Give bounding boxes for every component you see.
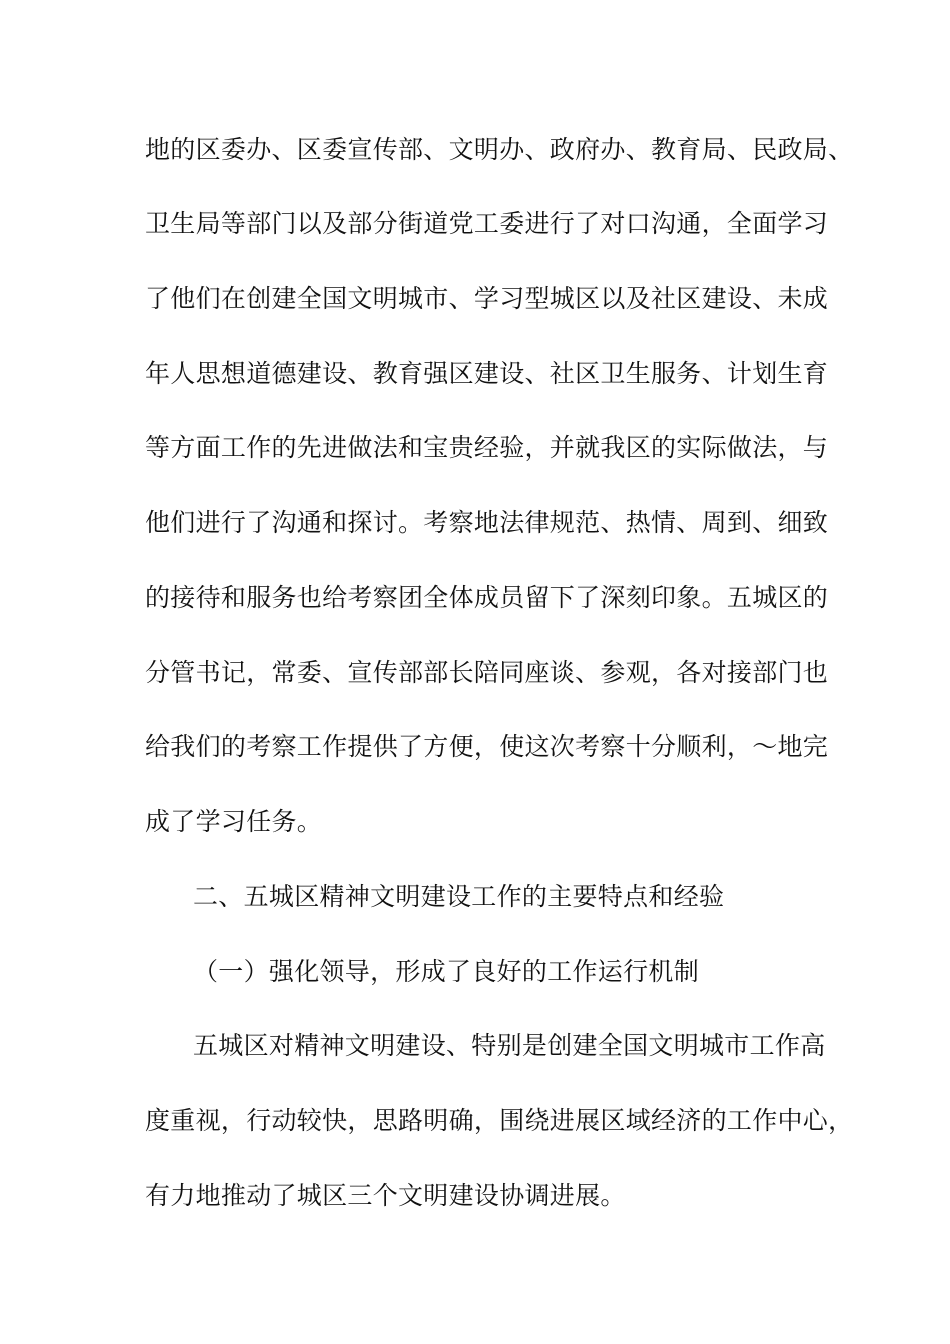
text-line-7: 的接待和服务也给考察团全体成员留下了深刻印象。五城区的 [145,583,829,612]
subsection-heading: （一）强化领导，形成了良好的工作运行机制 [193,957,700,986]
text-line-4: 年人思想道德建设、教育强区建设、社区卫生服务、计划生育 [145,359,829,388]
text-line-6: 他们进行了沟通和探讨。考察地法律规范、热情、周到、细致 [145,508,829,537]
text-line-8: 分管书记，常委、宣传部部长陪同座谈、参观，各对接部门也 [145,658,829,687]
section-heading: 二、五城区精神文明建设工作的主要特点和经验 [193,882,725,911]
text-line-3: 了他们在创建全国文明城市、学习型城区以及社区建设、未成 [145,284,829,313]
text-line-1: 地的区委办、区委宣传部、文明办、政府办、教育局、民政局、 [145,135,854,164]
text-line-15: 有力地推动了城区三个文明建设协调进展。 [145,1181,626,1210]
text-line-9: 给我们的考察工作提供了方便，使这次考察十分顺利，～地完 [145,732,829,761]
text-line-10: 成了学习任务。 [145,807,323,836]
text-line-2: 卫生局等部门以及部分街道党工委进行了对口沟通，全面学习 [145,209,829,238]
text-line-13: 五城区对精神文明建设、特别是创建全国文明城市工作高 [193,1031,826,1060]
text-line-14: 度重视，行动较快，思路明确，围绕进展区域经济的工作中心， [145,1106,854,1135]
text-line-5: 等方面工作的先进做法和宝贵经验，并就我区的实际做法，与 [145,433,829,462]
